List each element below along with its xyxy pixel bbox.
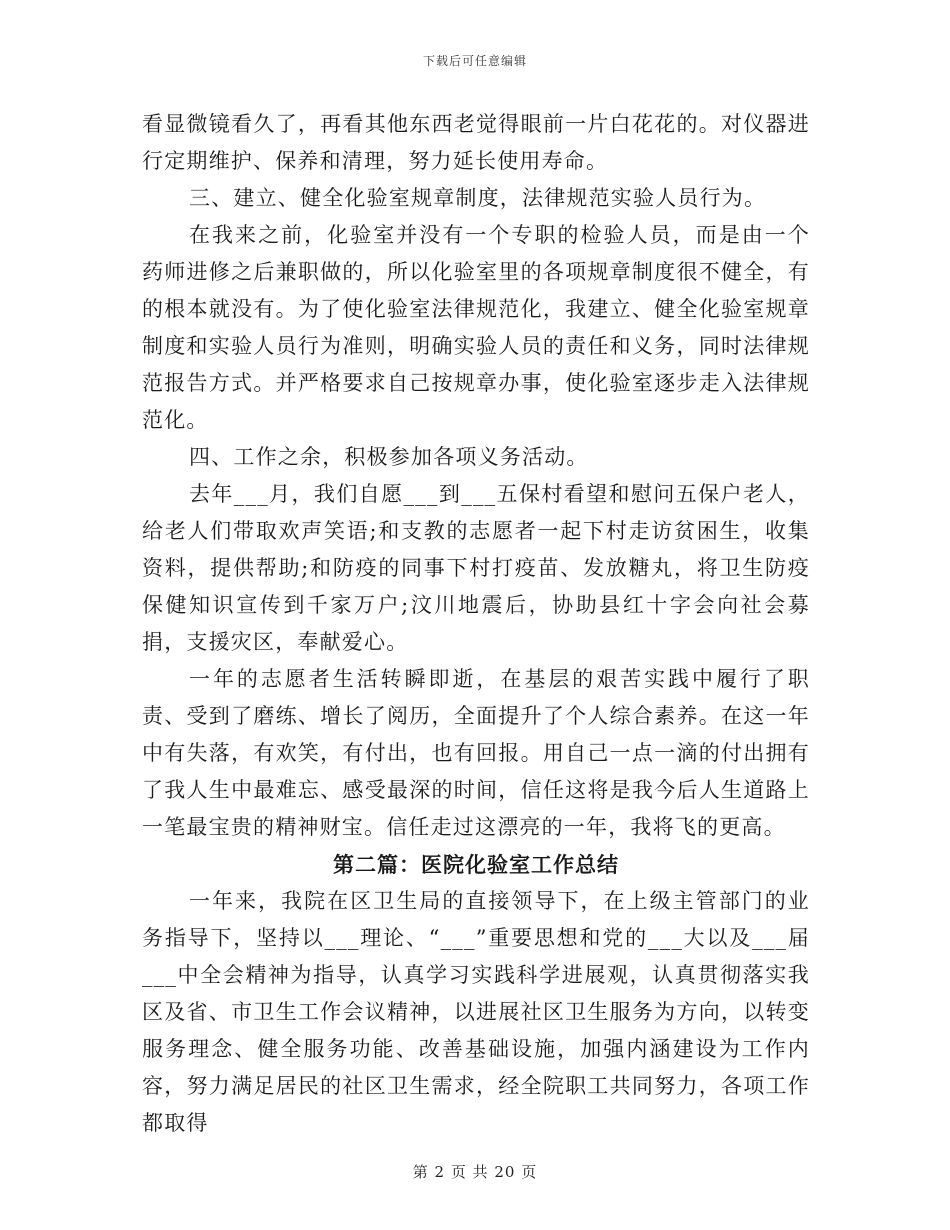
header-note: 下载后可任意编辑 (422, 54, 527, 68)
section-heading-three: 三、建立、健全化验室规章制度，法律规范实验人员行为。 (189, 186, 767, 210)
paragraph-reflection: 一年的志愿者生活转瞬即逝，在基层的艰苦实践中履行了职责、受到了磨练、增长了阅历，全面提升了个人综合素养。在这一年中有失落，有欢笑，有付出，也有回报。用自己一点一滴的付出拥有了我人生中最难忘、感受最深的时间，信任这将是我今后人生道路上一笔最宝贵的精神财宝。信任走过这漂亮的一年，我将飞的更高。 (142, 667, 810, 839)
paragraph-regulations: 在我来之前，化验室并没有一个专职的检验人员，而是由一个药师进修之后兼职做的，所以化验室里的各项规章制度很不健全，有的根本就没有。为了使化验室法律规范化，我建立、健全化验室规章制度和实验人员行为准则，明确实验人员的责任和义务，同时法律规范报告方式。并严格要求自己按规章办事，使化验室逐步走入法律规范化。 (142, 223, 810, 432)
paragraph-continuation: 看显微镜看久了，再看其他东西老觉得眼前一片白花花的。对仪器进行定期维护、保养和清理，努力延长使用寿命。 (142, 112, 810, 173)
paragraph-summary-intro: 一年来，我院在区卫生局的直接领导下，在上级主管部门的业务指导下，坚持以___理论、“___”重要思想和党的___大以及___届___中全会精神为指导，认真学习实践科学进展观，认真贯彻落实我区及省、市卫生工作会议精神，以进展社区卫生服务为方向，以转变服务理念、健全服务功能、改善基础设施，加强内涵建设为工作内容，努力满足居民的社区卫生需求，经全院职工共同努力，各项工作都取得 (142, 889, 810, 1135)
chapter-title: 第二篇：医院化验室工作总结 (333, 852, 619, 877)
paragraph-volunteer-activities: 去年___月，我们自愿___到___五保村看望和慰问五保户老人，给老人们带取欢声笑语;和支教的志愿者一起下村走访贫困生，收集资料，提供帮助;和防疫的同事下村打疫苗、发放糖丸，将卫生防疫保健知识宣传到千家万户;汶川地震后，协助县红十字会向社会募捐，支援灾区，奉献爱心。 (142, 482, 810, 654)
document-body (142, 106, 810, 1142)
section-heading-four: 四、工作之余，积极参加各项义务活动。 (189, 445, 589, 469)
page-number: 第 2 页 共 20 页 (412, 1163, 538, 1181)
